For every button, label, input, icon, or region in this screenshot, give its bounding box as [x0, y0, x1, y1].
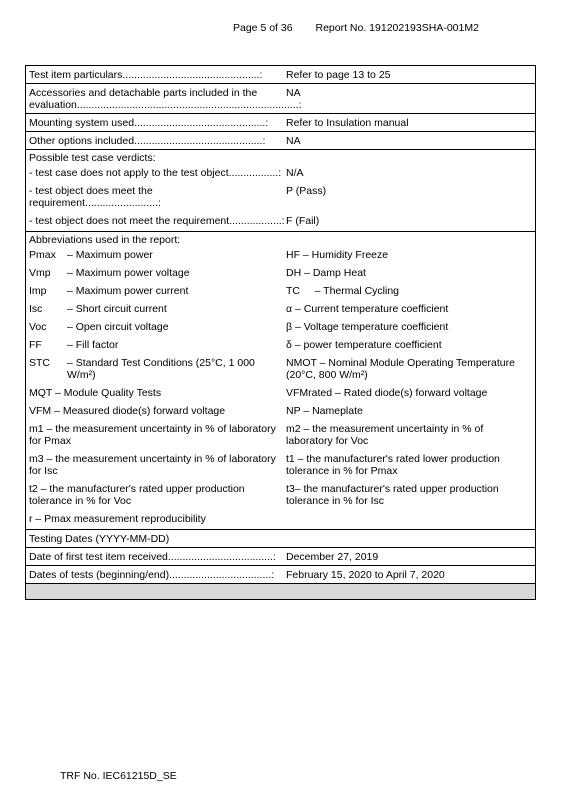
abbreviation-row: [29, 285, 532, 297]
abbr-right: m2 – the measurement uncertainty in % of laboratory for Voc: [286, 423, 484, 447]
abbr-right: VFMrated – Rated diode(s) forward voltage: [286, 387, 488, 399]
row-value: NA: [286, 87, 301, 99]
abbr-right: [286, 513, 532, 525]
date-label: Date of first test item received: [29, 551, 168, 563]
abbr-desc: – Maximum power voltage: [67, 267, 190, 279]
date-row: Date of first test item received....................................: December 27, 2019: [26, 548, 535, 566]
abbr-right: t3– the manufacturer's rated upper production tolerance in % for Isc: [286, 483, 499, 507]
abbr-right: t1 – the manufacturer's rated lower production tolerance in % for Pmax: [286, 453, 500, 477]
abbr-symbol: Vmp: [29, 267, 51, 279]
abbr-desc: – Maximum power current: [67, 285, 189, 297]
abbr-desc: – Standard Test Conditions (25°C, 1 000 W/m²): [67, 357, 255, 381]
date-value: December 27, 2019: [286, 551, 379, 563]
abbr-right: α – Current temperature coefficient: [286, 303, 449, 315]
verdict-value: F (Fail): [286, 215, 320, 227]
abbreviation-row: [29, 267, 532, 279]
abbreviations-section: [26, 232, 535, 530]
row-label: Accessories and detachable parts included in the evaluation: [29, 87, 258, 111]
abbr-right: NP – Nameplate: [286, 405, 363, 417]
abbr-left: t2 – the manufacturer's rated upper production tolerance in % for Voc: [29, 483, 245, 507]
date-value: February 15, 2020 to April 7, 2020: [286, 569, 445, 581]
shaded-row: [26, 584, 535, 599]
dates-title-row: [26, 530, 535, 548]
verdict-value: P (Pass): [286, 185, 327, 197]
verdict-label: - test object does meet the requirement: [29, 185, 153, 209]
abbr-symbol: Voc: [29, 321, 47, 333]
abbreviation-row: [29, 513, 532, 525]
abbreviation-row: [29, 339, 532, 351]
particulars-row: Test item particulars...............................................: Refer to page 13 to 25: [26, 66, 535, 84]
page-header: [233, 22, 479, 34]
row-value: NA: [286, 135, 301, 147]
page-number: Page 5 of 36: [233, 22, 293, 34]
abbr-left: VFM – Measured diode(s) forward voltage: [29, 405, 226, 417]
abbreviation-row: [29, 423, 532, 447]
abbr-left: m1 – the measurement uncertainty in % of laboratory for Pmax: [29, 423, 276, 447]
abbreviation-row: [29, 405, 532, 417]
abbr-symbol: STC: [29, 357, 50, 369]
abbr-right: δ – power temperature coefficient: [286, 339, 442, 351]
verdict-row: - test case does not apply to the test object.................: N/A: [29, 167, 304, 179]
abbr-desc: – Fill factor: [67, 339, 119, 351]
abbreviation-row: [29, 249, 532, 261]
row-label: Other options included: [29, 135, 135, 147]
verdict-label: - test case does not apply to the test object: [29, 167, 229, 179]
abbreviation-row: [29, 387, 532, 399]
verdict-row: - test object does not meet the requirement..................: F (Fail): [29, 215, 320, 227]
options-row: Other options included............................................: NA: [26, 132, 535, 150]
report-table: [25, 65, 536, 600]
trf-footer: TRF No. IEC61215D_SE: [60, 770, 177, 782]
abbreviation-row: [29, 321, 532, 333]
abbreviation-row: [29, 303, 532, 315]
report-number: Report No. 191202193SHA-001M2: [315, 22, 479, 34]
abbr-symbol: Imp: [29, 285, 47, 297]
row-value: Refer to Insulation manual: [286, 117, 409, 129]
abbr-desc: – Maximum power: [67, 249, 153, 261]
abbr-right: TC – Thermal Cycling: [286, 285, 400, 297]
dates-title: Testing Dates (YYYY-MM-DD): [29, 533, 170, 545]
verdict-value: N/A: [286, 167, 304, 179]
abbr-left: m3 – the measurement uncertainty in % of laboratory for Isc: [29, 453, 276, 477]
abbr-right: DH – Damp Heat: [286, 267, 366, 279]
date-label: Dates of tests (beginning/end): [29, 569, 170, 581]
abbr-desc: – Open circuit voltage: [67, 321, 169, 333]
abbreviation-row: [29, 483, 532, 507]
abbr-right: NMOT – Nominal Module Operating Temperature (20°C, 800 W/m²): [286, 357, 515, 381]
abbreviations-title: Abbreviations used in the report:: [29, 234, 181, 246]
abbr-right: β – Voltage temperature coefficient: [286, 321, 449, 333]
abbr-left: MQT – Module Quality Tests: [29, 387, 162, 399]
abbr-symbol: FF: [29, 339, 42, 351]
row-label: Test item particulars: [29, 69, 123, 81]
abbreviation-row: [29, 357, 532, 381]
verdicts-section: [26, 150, 535, 232]
accessories-row: Accessories and detachable parts included in the evaluation............................................................................: NA: [26, 84, 535, 114]
row-label: Mounting system used: [29, 117, 135, 129]
mounting-row: Mounting system used.............................................: Refer to Insulation manual: [26, 114, 535, 132]
abbr-right: HF – Humidity Freeze: [286, 249, 389, 261]
verdict-row: - test object does meet the requirement.........................: P (Pass): [29, 185, 327, 209]
abbr-left: r – Pmax measurement reproducibility: [29, 513, 206, 525]
verdicts-title: Possible test case verdicts:: [29, 152, 156, 164]
abbr-symbol: Pmax: [29, 249, 56, 261]
abbreviation-row: [29, 453, 532, 477]
abbr-desc: – Short circuit current: [67, 303, 167, 315]
row-value: Refer to page 13 to 25: [286, 69, 391, 81]
date-row: Dates of tests (beginning/end)...................................: February 15, 2020 to April 7, 2020: [26, 566, 535, 584]
abbr-symbol: Isc: [29, 303, 43, 315]
verdict-label: - test object does not meet the requirement: [29, 215, 230, 227]
